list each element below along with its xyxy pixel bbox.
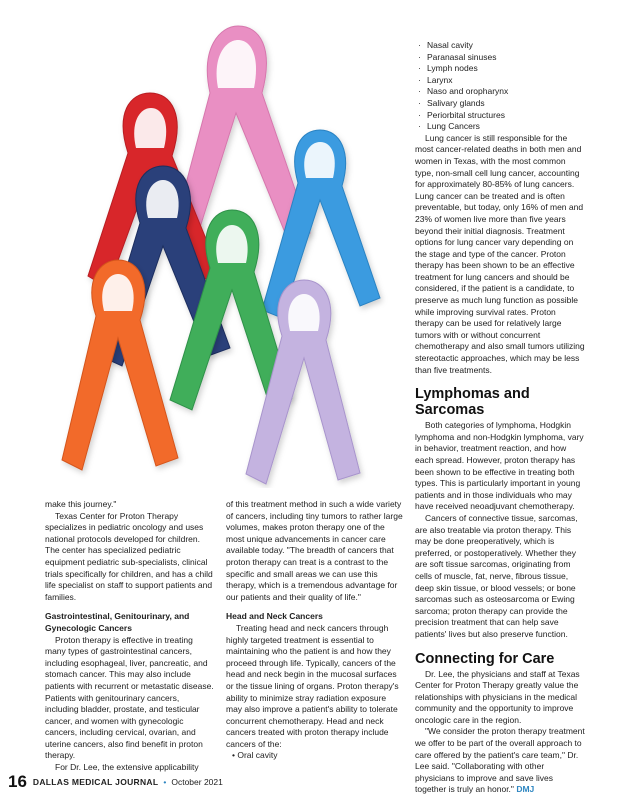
paragraph: Cancers of connective tissue, sarcomas, are also treatable via proton therapy. This may be done preoperatively, which is preferred, or postoperatively. Whether they are soft tissue sarcomas, originating from cells of muscle, fat, nerve, fibrous tissue, deep skin tissue, or blood vessels; or bone sarcomas such as osteosarcoma or Ewing sarcoma; proton therapy can provide the precision treatment that can help save patients' lives but also preserve function. [415, 512, 578, 639]
cancer-type-list [415, 40, 585, 133]
section-heading-lymphomas: Lymphomas and Sarcomas [415, 386, 530, 419]
list-item: · Nasal cavity [427, 40, 585, 52]
paragraph: Proton therapy is effective in treating many types of gastrointestinal cancers, including esophageal, liver, pancreatic, and stomach cancer. This may also include patients with recurrent or metastatic disease. Patients with genitourinary cancers, including bladder, prostate, and testicular cancer, and women with gynecologic cancers, including cervical, ovarian, and uterine cancers, also find benefit in proton therapy. [45, 634, 214, 761]
list-item: · Naso and oropharynx [427, 86, 585, 98]
list-item: · Lung Cancers [427, 121, 585, 133]
awareness-ribbons-illustration [60, 18, 405, 488]
footer-separator: • [163, 777, 167, 787]
closing-quote: "We consider the proton therapy treatment we offer to be part of the overall approach to care offered by the patient's care team," Dr. Lee said. "Collaborating with other physicians to improve and save lives together is truly an honor." [415, 726, 585, 795]
paragraph: Both categories of lymphoma, Hodgkin lymphoma and non-Hodgkin lymphoma, vary in behavior, treatment reaction, and how each spread. However, proton therapy has been shown to be effective in treating both types. This is particularly important in young patients and in those individuals who may have received neoadjuvant chemotherapy. [415, 420, 584, 512]
list-item: · Lymph nodes [427, 63, 585, 75]
paragraph: Texas Center for Proton Therapy specializes in pediatric oncology and uses national protocols developed for children. The center has specialized pediatric equipment pediatric sub-specialists, clinical trials specifically for children, and has a child life specialist on staff to support patients and families. [45, 510, 213, 602]
paragraph: For Dr. Lee, the extensive applicability [55, 762, 199, 773]
paragraph: Lung cancer is still responsible for the most cancer-related deaths in both men and women in Texas, with the most common type, non-small cell lung cancer, accounting for approximately 80-85% of lung cancers. Lung cancer can be treated and is often preventable, but today, only 16% of men and 23% of women live more than five years beyond their initial diagnosis. Treatment options for lung cancer vary depending on the stage and type of the cancer. Proton therapy has been shown to be an effective treatment for lung cancers and should be considered, if the patient is a candidate, to preserve as much lung function as possible while improving survival rates. Proton therapy can be used for relatively large tumors with or without concurrent chemotherapy and also small tumors utilizing stereotactic approaches, which may be less than five treatments. [415, 132, 585, 375]
list-item: · Larynx [427, 75, 585, 87]
page-footer [8, 772, 308, 792]
paragraph: make this journey." [45, 499, 117, 509]
article-column-2 [226, 499, 404, 762]
section-heading-gi: Gastrointestinal, Genitourinary, and Gynecologic Cancers [45, 611, 190, 633]
journal-name: DALLAS MEDICAL JOURNAL [32, 777, 159, 787]
list-item: • Oral cavity [232, 750, 278, 761]
article-column-3 [415, 40, 585, 796]
paragraph: of this treatment method in such a wide variety of cancers, including tiny tumors to rather large volumes, makes proton therapy one of the most unique advancements in cancer care available today. "The breadth of cancers that proton therapy can treat is a contrast to the specific and small areas we can use this therapy, which is a tremendous advantage for our patients and their quality of life." [226, 499, 403, 602]
section-heading-head-neck: Head and Neck Cancers [226, 611, 323, 622]
dmj-signoff: DMJ [516, 784, 535, 795]
list-item: · Paranasal sinuses [427, 52, 585, 64]
paragraph: Treating head and neck cancers through highly targeted treatment is essential to maintaining who the patient is and how they proceed through life. Typically, cancers of the head and neck begin in the mucosal surfaces or the tissue lining of organs. Proton therapy's ability to minimize stray radiation exposure may also improve a patient's ability to tolerate concurrent chemotherapy. Head and neck cancers treated with proton therapy include cancers of the: [226, 622, 399, 749]
issue-date: October 2021 [171, 777, 223, 787]
paragraph: Dr. Lee, the physicians and staff at Texas Center for Proton Therapy greatly value the relationships with physicians in the medical community and the opportunity to improve oncologic care in the region. [415, 668, 580, 725]
list-item: · Salivary glands [427, 98, 585, 110]
list-item: · Periorbital structures [427, 110, 585, 122]
page-number: 16 [8, 772, 27, 791]
article-column-1 [45, 499, 215, 774]
section-heading-connecting: Connecting for Care [415, 650, 555, 667]
paragraph [415, 726, 585, 796]
